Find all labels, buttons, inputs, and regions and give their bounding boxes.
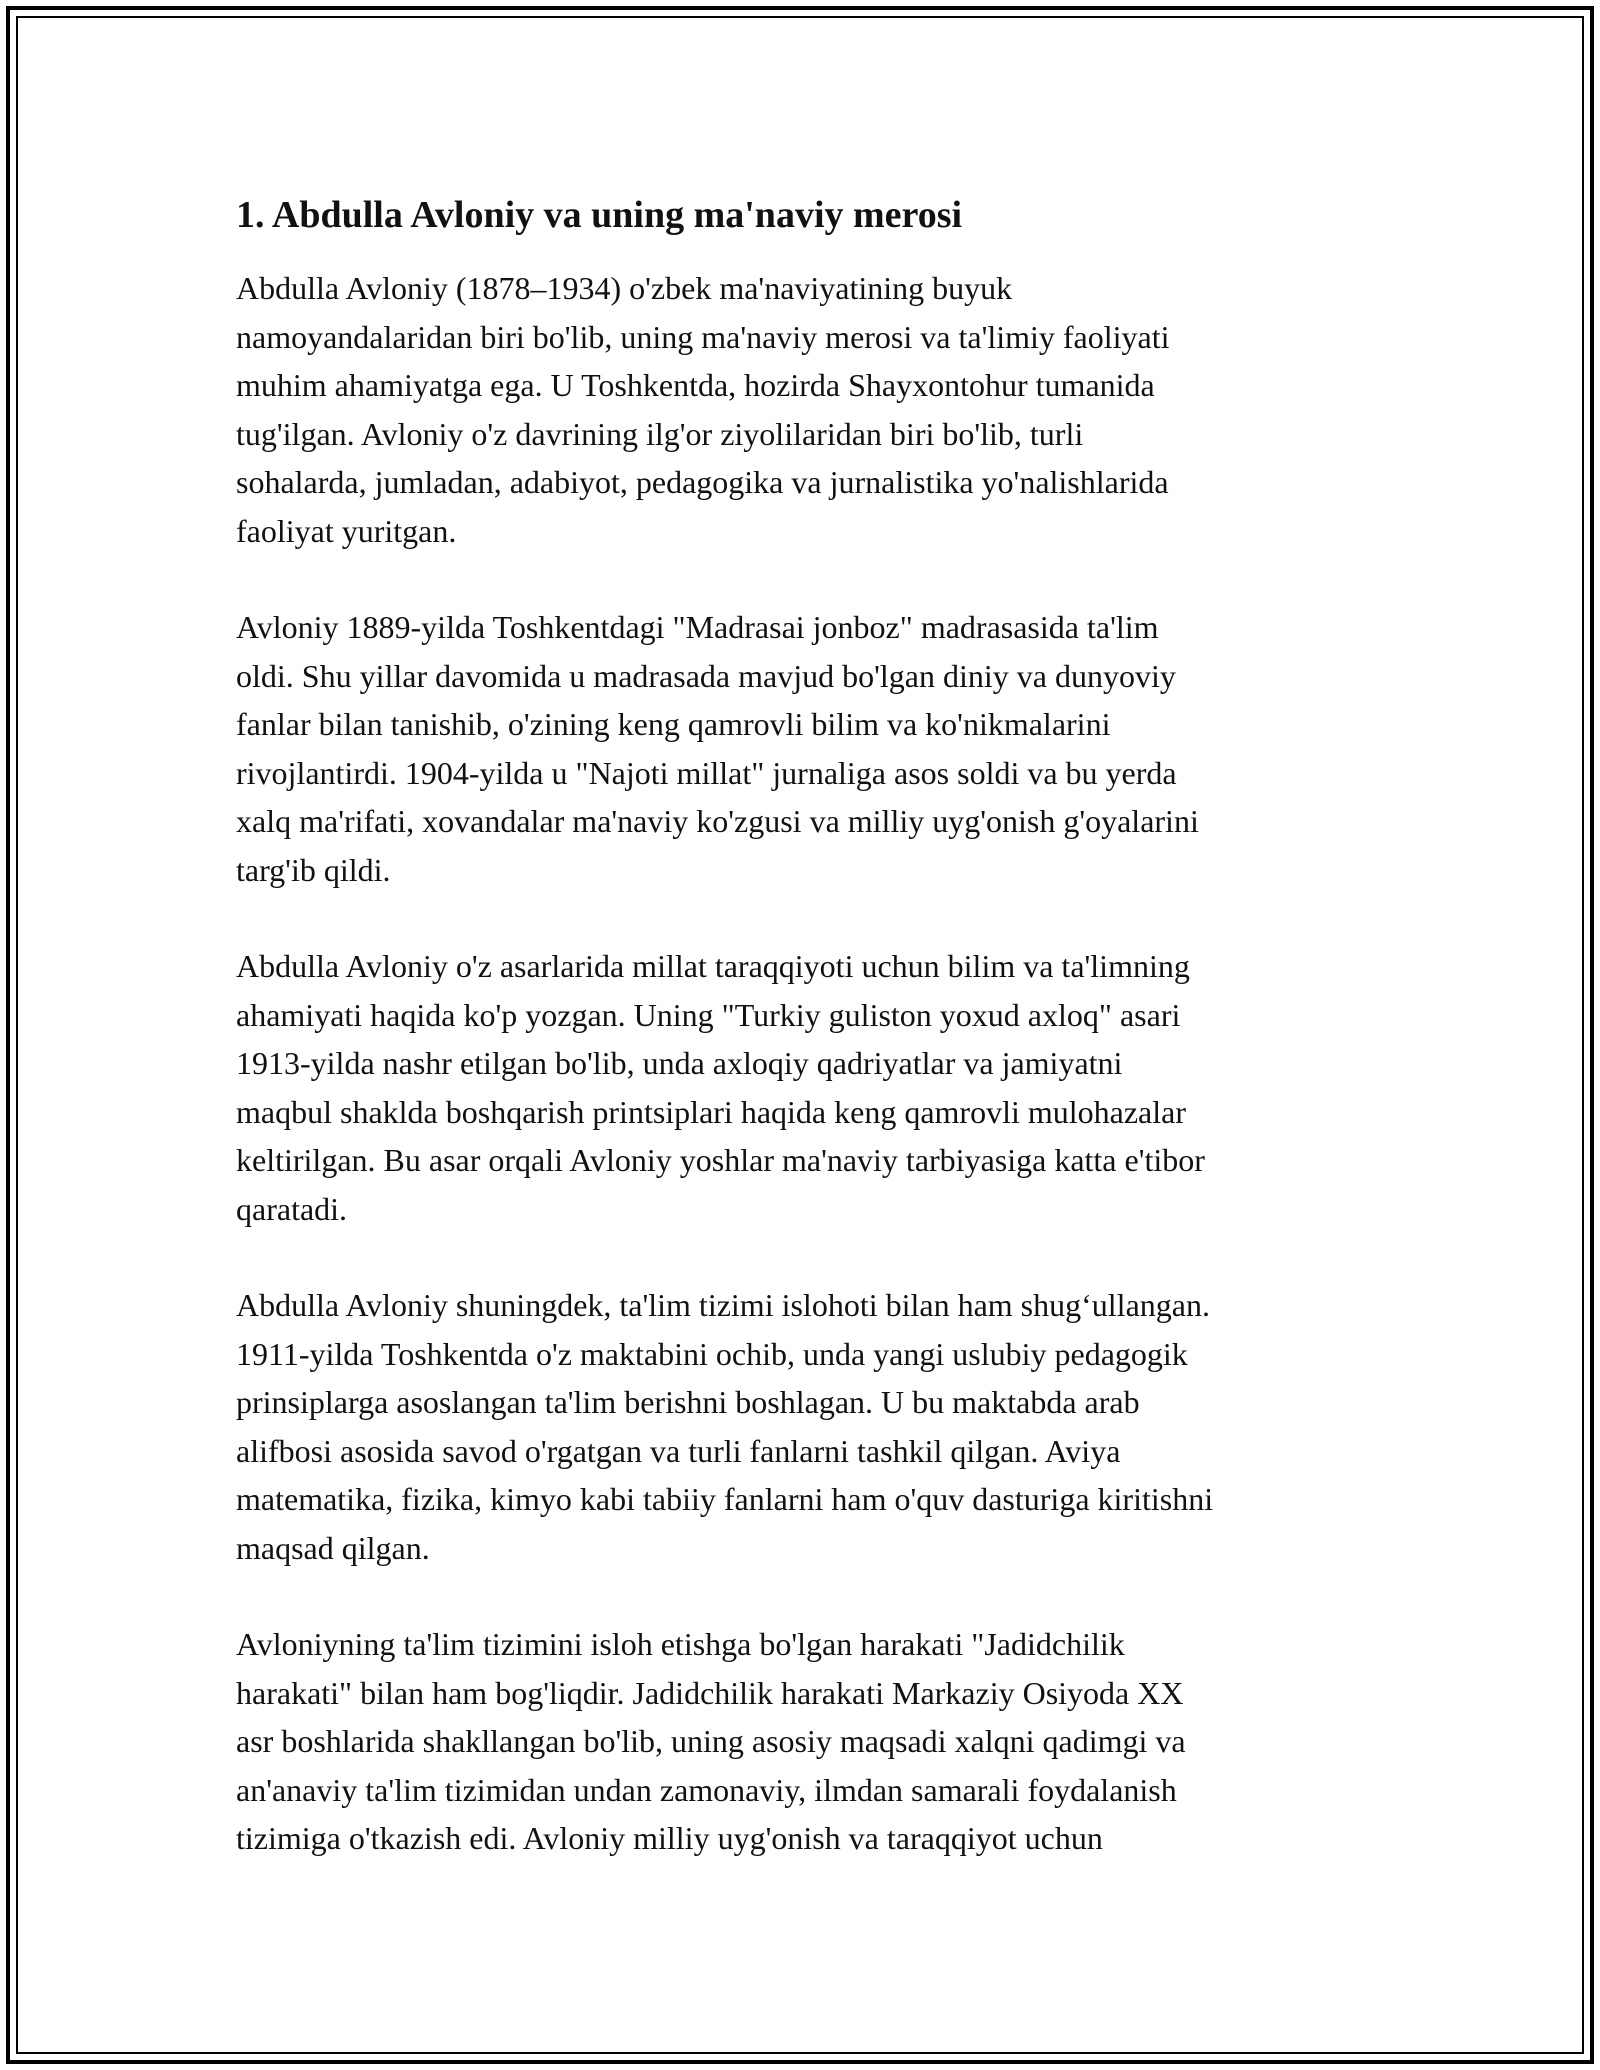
paragraph-4: Abdulla Avloniy shuningdek, ta'lim tizimi islohoti bilan ham shug‘ullangan. 1911-yilda Toshkentda o'z maktabini ochib, unda yangi uslubiy pedagogik prinsiplarga asoslangan ta'lim berishni boshlagan. U bu maktabda arab alifbosi asosida savod o'rgatgan va turli fanlarni tashkil qilgan. Aviya matematika, fizika, kimyo kabi tabiiy fanlarni ham o'quv dasturiga kiritishni maqsad qilgan.: [236, 1287, 1214, 1566]
document-body: [236, 190, 1366, 1911]
section-heading: 1. Abdulla Avloniy va uning ma'naviy merosi: [236, 194, 963, 236]
paragraph-5: Avloniyning ta'lim tizimini isloh etishga bo'lgan harakati "Jadidchilik harakati" bilan ham bog'liqdir. Jadidchilik harakati Markaziy Osiyoda XX asr boshlarida shakllangan bo'lib, uning asosiy maqsadi xalqni qadimgi va an'anaviy ta'lim tizimidan undan zamonaviy, ilmdan samarali foydalanish tizimiga o'tkazish edi. Avloniy milliy uyg'onish va taraqqiyot uchun: [236, 1626, 1186, 1856]
paragraph-3: Abdulla Avloniy o'z asarlarida millat taraqqiyoti uchun bilim va ta'limning ahamiyati haqida ko'p yozgan. Uning "Turkiy guliston yoxud axloq" asari 1913-yilda nashr etilgan bo'lib, unda axloqiy qadriyatlar va jamiyatni maqbul shaklda boshqarish printsiplari haqida keng qamrovli mulohazalar keltirilgan. Bu asar orqali Avloniy yoshlar ma'naviy tarbiyasiga katta e'tibor qaratadi.: [236, 948, 1205, 1227]
paragraph-2: Avloniy 1889-yilda Toshkentdagi "Madrasai jonboz" madrasasida ta'lim oldi. Shu yillar davomida u madrasada mavjud bo'lgan diniy va dunyoviy fanlar bilan tanishib, o'zining keng qamrovli bilim va ko'nikmalarini rivojlantirdi. 1904-yilda u "Najoti millat" jurnaliga asos soldi va bu yerda xalq ma'rifati, xovandalar ma'naviy ko'zgusi va milliy uyg'onish g'oyalarini targ'ib qildi.: [236, 609, 1199, 888]
paragraph-1: Abdulla Avloniy (1878–1934) o'zbek ma'naviyatining buyuk namoyandalaridan biri bo'lib, uning ma'naviy merosi va ta'limiy faoliyati muhim ahamiyatga ega. U Toshkentda, hozirda Shayxontohur tumanida tug'ilgan. Avloniy o'z davrining ilg'or ziyolilaridan biri bo'lib, turli sohalarda, jumladan, adabiyot, pedagogika va jurnalistika yo'nalishlarida faoliyat yuritgan.: [236, 270, 1170, 549]
